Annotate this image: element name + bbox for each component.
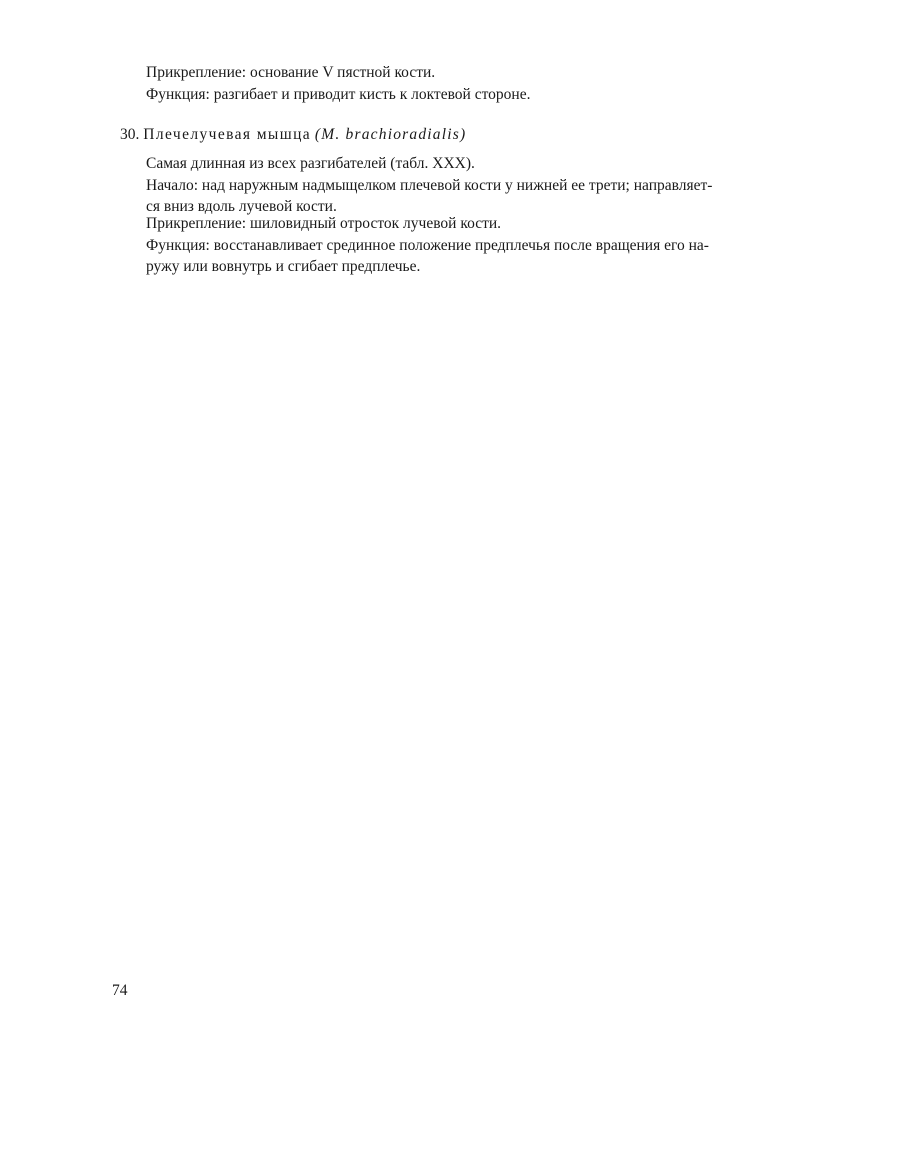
entry-heading — [120, 124, 466, 145]
entry-line-origin-1: Начало: над наружным надмыщелком плечевой кости у нижней ее трети; направляет- — [146, 177, 713, 194]
page-number: 74 — [112, 982, 128, 999]
entry-number: 30. — [120, 126, 140, 143]
previous-entry-attachment: Прикрепление: основание V пястной кости. — [146, 64, 436, 81]
entry-line-function-1: Функция: восстанавливает срединное положение предплечья после вращения его на- — [146, 237, 709, 254]
entry-line-origin-2: ся вниз вдоль лучевой кости. — [146, 198, 337, 215]
previous-entry-function: Функция: разгибает и приводит кисть к локтевой стороне. — [146, 86, 531, 103]
entry-latin-name: (M. brachioradialis) — [314, 126, 467, 143]
entry-line-attachment: Прикрепление: шиловидный отросток лучевой кости. — [146, 215, 502, 232]
entry-line-description: Самая длинная из всех разгибателей (табл. XXX). — [146, 155, 475, 172]
entry-title: Плечелучевая мышца — [143, 126, 312, 143]
entry-line-function-2: ружу или вовнутрь и сгибает предплечье. — [146, 258, 421, 275]
